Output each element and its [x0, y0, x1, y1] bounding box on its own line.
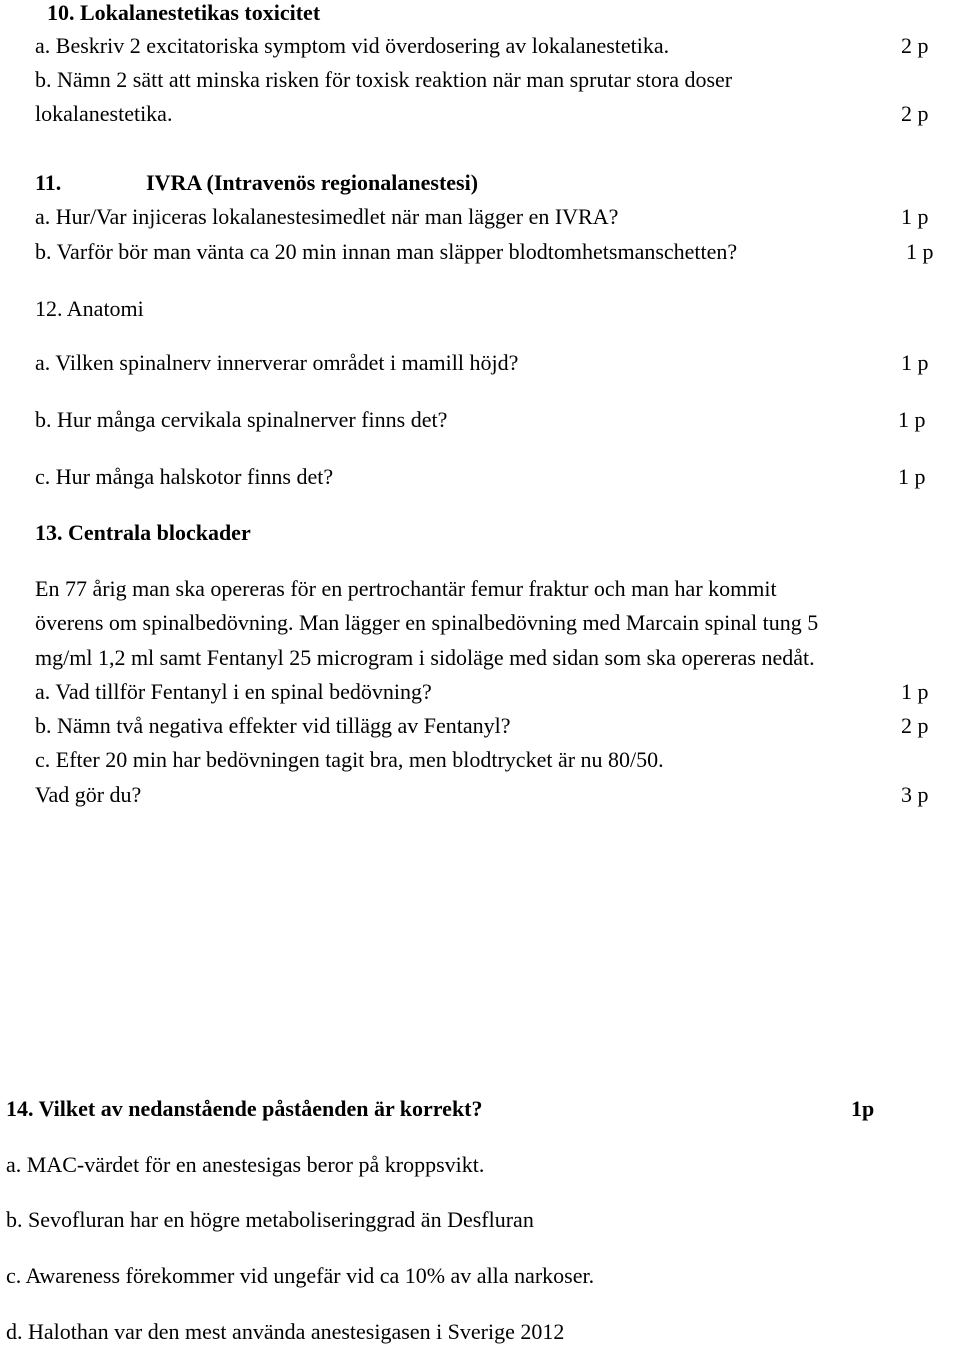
q13-scenario-line1: En 77 årig man ska opereras för en pertrochantär femur fraktur och man har kommit: [35, 576, 777, 601]
q10-b-text-line2: lokalanestetika.: [35, 101, 173, 126]
q12-a-points: 1 p: [901, 350, 929, 375]
q11-title: IVRA (Intravenös regionalanestesi): [146, 170, 479, 195]
q10-b-text-line1: b. Nämn 2 sätt att minska risken för toxisk reaktion när man sprutar stora doser: [35, 67, 733, 92]
q12-c-text: c. Hur många halskotor finns det?: [35, 464, 334, 489]
q13-c-text-line2: Vad gör du?: [35, 782, 142, 807]
q10-a-text: a. Beskriv 2 excitatoriska symptom vid överdosering av lokalanestetika.: [35, 33, 670, 58]
q14-points: 1p: [851, 1096, 875, 1121]
q10-a-points: 2 p: [901, 33, 929, 58]
q10-title: 10. Lokalanestetikas toxicitet: [47, 0, 321, 25]
q14-option-d: d. Halothan var den mest använda anestesigasen i Sverige 2012: [6, 1319, 565, 1344]
q12-b-points: 1 p: [898, 407, 926, 432]
q13-b-text: b. Nämn två negativa effekter vid tillägg av Fentanyl?: [35, 713, 511, 738]
q11-a-points: 1 p: [901, 204, 929, 229]
q13-scenario-line3: mg/ml 1,2 ml samt Fentanyl 25 microgram i sidoläge med sidan som ska opereras nedåt.: [35, 645, 815, 670]
q13-title: 13. Centrala blockader: [35, 520, 251, 545]
q13-b-points: 2 p: [901, 713, 929, 738]
q13-c-points: 3 p: [901, 782, 929, 807]
q12-a-text: a. Vilken spinalnerv innerverar området i mamill höjd?: [35, 350, 519, 375]
q12-title: 12. Anatomi: [35, 296, 144, 321]
q12-c-points: 1 p: [898, 464, 926, 489]
q11-b-points: 1 p: [906, 239, 934, 264]
q13-a-text: a. Vad tillför Fentanyl i en spinal bedövning?: [35, 679, 432, 704]
q10-b-points: 2 p: [901, 101, 929, 126]
q14-title: 14. Vilket av nedanstående påståenden är korrekt?: [6, 1096, 483, 1121]
q13-c-text-line1: c. Efter 20 min har bedövningen tagit bra, men blodtrycket är nu 80/50.: [35, 747, 664, 772]
q11-a-text: a. Hur/Var injiceras lokalanestesimedlet när man lägger en IVRA?: [35, 204, 619, 229]
q13-scenario-line2: överens om spinalbedövning. Man lägger en spinalbedövning med Marcain spinal tung 5: [35, 610, 819, 635]
q14-option-a: a. MAC-värdet för en anestesigas beror på kroppsvikt.: [6, 1152, 485, 1177]
q14-option-c: c. Awareness förekommer vid ungefär vid ca 10% av alla narkoser.: [6, 1263, 595, 1288]
q11-b-text: b. Varför bör man vänta ca 20 min innan man släpper blodtomhetsmanschetten?: [35, 239, 738, 264]
q12-b-text: b. Hur många cervikala spinalnerver finns det?: [35, 407, 448, 432]
q13-a-points: 1 p: [901, 679, 929, 704]
q11-number: 11.: [35, 170, 62, 195]
q14-option-b: b. Sevofluran har en högre metaboliseringgrad än Desfluran: [6, 1207, 534, 1232]
